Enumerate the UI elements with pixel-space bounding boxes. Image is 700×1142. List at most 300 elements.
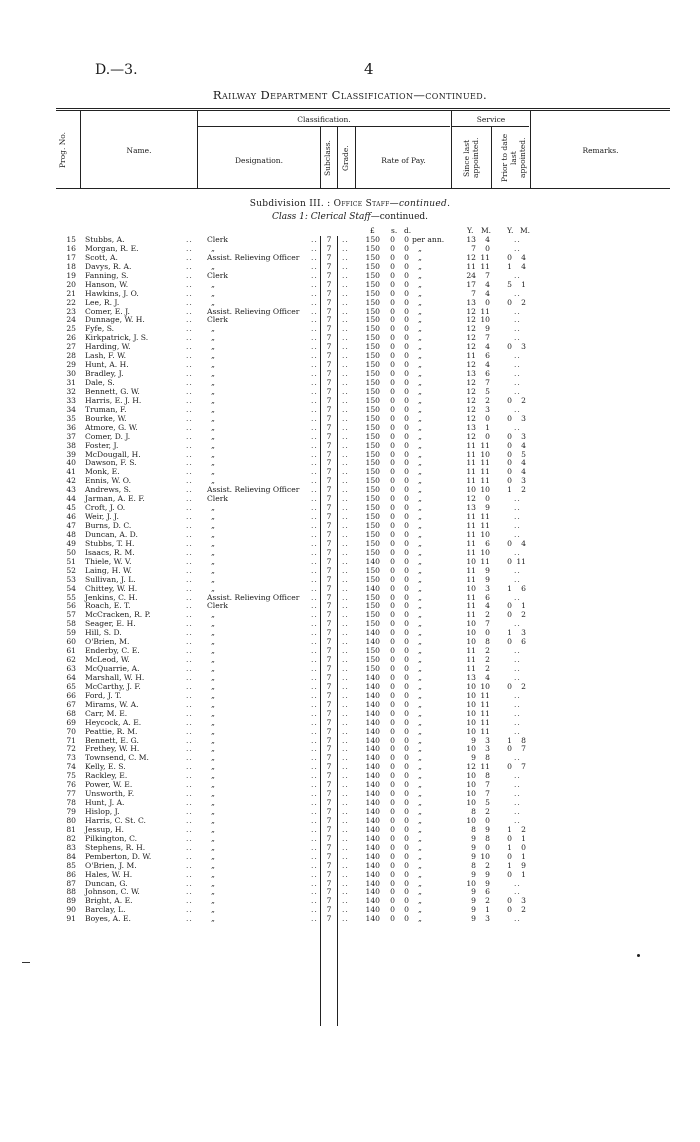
- designation: „: [211, 413, 215, 423]
- designation: „: [211, 261, 215, 271]
- rate-shillings: 0: [390, 681, 395, 691]
- since-months: 9: [485, 878, 490, 888]
- leader-dots: ..: [186, 386, 193, 396]
- leader-dots: ..: [311, 261, 318, 271]
- since-years: 12: [466, 306, 476, 316]
- prior-months: 4: [521, 467, 526, 477]
- staff-name: Croft, J. O.: [85, 503, 126, 513]
- prior-months: 6: [521, 583, 526, 593]
- rate-pounds: 150: [365, 252, 380, 262]
- leader-dots: ..: [311, 592, 318, 602]
- designation: „: [211, 842, 215, 852]
- leader-dots: ..: [311, 824, 318, 834]
- prior-years: 0: [507, 252, 512, 262]
- since-months: 0: [485, 297, 490, 307]
- prog-no: 84: [66, 851, 76, 861]
- rate-shillings: 0: [390, 851, 395, 861]
- staff-name: Fyfe, S.: [85, 324, 115, 334]
- rate-pounds: 150: [365, 592, 380, 602]
- rate-shillings: 0: [390, 637, 395, 647]
- leader-dots: ..: [514, 655, 521, 665]
- leader-dots: ..: [342, 833, 349, 843]
- col-divider: [320, 126, 321, 188]
- leader-dots: ..: [186, 601, 193, 611]
- leader-dots: ..: [342, 655, 349, 665]
- rate-period: „: [418, 744, 422, 754]
- rate-pounds: 150: [365, 538, 380, 548]
- designation: „: [211, 333, 215, 343]
- since-years: 11: [466, 476, 476, 486]
- subclass: 7: [326, 842, 332, 852]
- leader-dots: ..: [342, 431, 349, 441]
- prog-no: 91: [66, 914, 76, 924]
- rate-pence: 0: [404, 485, 409, 495]
- rate-pounds: 140: [365, 815, 380, 825]
- since-months: 2: [485, 664, 490, 673]
- rate-pounds: 140: [365, 887, 380, 897]
- since-years: 12: [466, 378, 476, 387]
- since-years: 12: [466, 386, 476, 396]
- since-years: 11: [466, 351, 476, 361]
- prior-years: 0: [507, 869, 512, 879]
- prog-no: 21: [66, 288, 76, 298]
- subclass: 7: [326, 369, 332, 379]
- since-years: 10: [466, 815, 476, 825]
- prog-no: 39: [66, 449, 76, 459]
- leader-dots: ..: [342, 386, 349, 396]
- staff-name: Ennis, W. O.: [85, 476, 131, 486]
- rate-period: „: [418, 708, 422, 718]
- leader-dots: ..: [514, 333, 521, 343]
- rate-shillings: 0: [390, 395, 395, 405]
- rate-period: „: [418, 538, 422, 548]
- leader-dots: ..: [342, 860, 349, 870]
- leader-dots: ..: [311, 538, 318, 548]
- subclass: 7: [326, 780, 332, 790]
- leader-dots: ..: [342, 896, 349, 906]
- leader-dots: ..: [311, 807, 318, 816]
- rate-period: „: [418, 565, 422, 575]
- staff-name: Stubbs, T. H.: [85, 538, 135, 548]
- rate-shillings: 0: [390, 708, 395, 718]
- prog-no: 27: [66, 342, 76, 352]
- rate-pence: 0: [404, 306, 409, 316]
- staff-name: Bourke, W.: [85, 413, 127, 423]
- leader-dots: ..: [186, 744, 193, 754]
- staff-name: Bradley, J.: [85, 369, 124, 379]
- leader-dots: ..: [186, 547, 193, 557]
- header-remarks: Remarks.: [582, 146, 619, 155]
- rate-pence: 0: [404, 413, 409, 423]
- rate-pounds: 150: [365, 279, 380, 289]
- prog-no: 23: [66, 306, 76, 316]
- rate-pounds: 140: [365, 780, 380, 790]
- class-suffix: —continued.: [370, 212, 429, 222]
- staff-name: Dawson, F. S.: [85, 458, 137, 468]
- subclass: 7: [326, 288, 332, 298]
- rate-pence: 0: [404, 315, 409, 325]
- since-years: 10: [466, 780, 476, 790]
- staff-name: Chittey, W. H.: [85, 583, 138, 593]
- since-years: 13: [466, 369, 476, 379]
- designation: „: [211, 422, 215, 432]
- leader-dots: ..: [311, 574, 318, 584]
- leader-dots: ..: [186, 914, 193, 924]
- prog-no: 44: [66, 494, 76, 504]
- leader-dots: ..: [342, 529, 349, 539]
- since-years: 11: [466, 646, 476, 656]
- rate-pounds: 140: [365, 690, 380, 700]
- rate-pence: 0: [404, 798, 409, 808]
- leader-dots: ..: [342, 351, 349, 361]
- leader-dots: ..: [186, 243, 193, 253]
- subclass: 7: [326, 824, 332, 834]
- since-months: 4: [485, 235, 490, 244]
- rate-period: „: [418, 771, 422, 781]
- prior-months: 7: [521, 762, 526, 772]
- designation: „: [211, 547, 215, 557]
- since-months: 2: [485, 646, 490, 656]
- rate-pence: 0: [404, 279, 409, 289]
- subclass: 7: [326, 449, 332, 459]
- since-years: 10: [466, 726, 476, 736]
- since-months: 5: [485, 386, 490, 396]
- rate-shillings: 0: [390, 538, 395, 548]
- header-name: Name.: [126, 146, 152, 155]
- leader-dots: ..: [342, 413, 349, 423]
- leader-dots: ..: [311, 664, 318, 673]
- since-months: 11: [480, 699, 490, 709]
- designation: „: [211, 440, 215, 450]
- since-months: 2: [485, 610, 490, 620]
- staff-name: Duncan, G.: [85, 878, 128, 888]
- rate-pence: 0: [404, 404, 409, 414]
- rate-pounds: 150: [365, 512, 380, 522]
- leader-dots: ..: [311, 556, 318, 566]
- rate-period: „: [418, 655, 422, 665]
- table-row: [0, 915, 700, 924]
- leader-dots: ..: [311, 565, 318, 575]
- since-months: 2: [485, 860, 490, 870]
- leader-dots: ..: [514, 351, 521, 361]
- since-years: 11: [466, 565, 476, 575]
- rate-pounds: 140: [365, 699, 380, 709]
- since-months: 11: [480, 556, 490, 566]
- prog-no: 87: [66, 878, 76, 888]
- prior-months: 1: [521, 851, 526, 861]
- designation: „: [211, 771, 215, 781]
- header-prior-to-date: Prior to date last appointed.: [500, 133, 527, 183]
- unit-years-since: Y.: [467, 226, 474, 235]
- rate-pounds: 140: [365, 789, 380, 799]
- rate-shillings: 0: [390, 646, 395, 656]
- subdivision-suffix: —continued.: [389, 199, 451, 209]
- rate-period: per ann.: [412, 235, 445, 244]
- since-years: 10: [466, 771, 476, 781]
- prior-years: 0: [507, 637, 512, 647]
- since-months: 9: [485, 824, 490, 834]
- leader-dots: ..: [311, 815, 318, 825]
- staff-name: Dunnage, W. H.: [85, 315, 145, 325]
- designation: „: [211, 878, 215, 888]
- leader-dots: ..: [342, 815, 349, 825]
- designation: Clerk: [207, 235, 228, 244]
- since-months: 6: [485, 369, 490, 379]
- rate-period: „: [418, 780, 422, 790]
- header-top-rule-double: [56, 110, 670, 111]
- leader-dots: ..: [186, 851, 193, 861]
- leader-dots: ..: [186, 726, 193, 736]
- rate-period: „: [418, 789, 422, 799]
- rate-period: „: [418, 628, 422, 638]
- prior-years: 0: [507, 342, 512, 352]
- leader-dots: ..: [514, 753, 521, 763]
- rate-period: „: [418, 494, 422, 504]
- prior-months: 2: [521, 681, 526, 691]
- since-years: 9: [471, 842, 476, 852]
- rate-period: „: [418, 485, 422, 495]
- rate-pence: 0: [404, 789, 409, 799]
- prior-months: 4: [521, 261, 526, 271]
- designation: Clerk: [207, 270, 228, 280]
- subclass: 7: [326, 270, 332, 280]
- leader-dots: ..: [311, 512, 318, 522]
- rate-pounds: 150: [365, 529, 380, 539]
- since-years: 13: [466, 672, 476, 682]
- rate-shillings: 0: [390, 288, 395, 298]
- rate-pounds: 140: [365, 896, 380, 906]
- leader-dots: ..: [514, 547, 521, 557]
- leader-dots: ..: [311, 860, 318, 870]
- rate-period: „: [418, 306, 422, 316]
- leader-dots: ..: [186, 458, 193, 468]
- subclass: 7: [326, 771, 332, 781]
- prog-no: 42: [66, 476, 76, 486]
- rate-shillings: 0: [390, 815, 395, 825]
- since-months: 11: [480, 717, 490, 727]
- subclass: 7: [326, 440, 332, 450]
- designation: „: [211, 655, 215, 665]
- subclass: 7: [326, 512, 332, 522]
- since-months: 0: [485, 494, 490, 504]
- staff-name: Frethey, W. H.: [85, 744, 140, 754]
- since-years: 7: [471, 288, 476, 298]
- subclass: 7: [326, 351, 332, 361]
- rate-pence: 0: [404, 655, 409, 665]
- leader-dots: ..: [342, 905, 349, 915]
- leader-dots: ..: [186, 807, 193, 816]
- prior-years: 0: [507, 851, 512, 861]
- rate-pounds: 140: [365, 628, 380, 638]
- subclass: 7: [326, 815, 332, 825]
- staff-name: Hanson, W.: [85, 279, 129, 289]
- leader-dots: ..: [514, 815, 521, 825]
- since-months: 2: [485, 655, 490, 665]
- prior-years: 0: [507, 476, 512, 486]
- staff-name: O'Brien, M.: [85, 637, 130, 647]
- rate-period: „: [418, 887, 422, 897]
- rate-period: „: [418, 824, 422, 834]
- staff-name: Kelly, E. S.: [85, 762, 126, 772]
- since-months: 2: [485, 896, 490, 906]
- leader-dots: ..: [186, 306, 193, 316]
- staff-name: Weir, J. J.: [85, 512, 119, 522]
- prior-years: 0: [507, 440, 512, 450]
- leader-dots: ..: [186, 646, 193, 656]
- prior-months: 9: [521, 860, 526, 870]
- leader-dots: ..: [514, 672, 521, 682]
- rate-period: „: [418, 842, 422, 852]
- since-years: 8: [471, 860, 476, 870]
- rate-period: „: [418, 360, 422, 370]
- rate-pounds: 150: [365, 574, 380, 584]
- designation: „: [211, 690, 215, 700]
- rate-shillings: 0: [390, 297, 395, 307]
- since-years: 17: [466, 279, 476, 289]
- rate-pounds: 150: [365, 610, 380, 620]
- prior-months: 2: [521, 395, 526, 405]
- staff-name: Kirkpatrick, J. S.: [85, 333, 149, 343]
- staff-name: Boyes, A. E.: [85, 914, 131, 924]
- rate-pounds: 140: [365, 807, 380, 816]
- leader-dots: ..: [311, 467, 318, 477]
- leader-dots: ..: [311, 583, 318, 593]
- leader-dots: ..: [342, 744, 349, 754]
- leader-dots: ..: [514, 565, 521, 575]
- rate-shillings: 0: [390, 324, 395, 334]
- rate-pence: 0: [404, 887, 409, 897]
- staff-name: Comer, D. J.: [85, 431, 131, 441]
- subclass: 7: [326, 529, 332, 539]
- staff-name: McCarthy, J. F.: [85, 681, 141, 691]
- col-divider: [80, 110, 81, 188]
- subclass: 7: [326, 878, 332, 888]
- leader-dots: ..: [311, 288, 318, 298]
- subclass: 7: [326, 601, 332, 611]
- rate-shillings: 0: [390, 780, 395, 790]
- rate-period: „: [418, 690, 422, 700]
- leader-dots: ..: [514, 717, 521, 727]
- rate-shillings: 0: [390, 842, 395, 852]
- leader-dots: ..: [342, 369, 349, 379]
- leader-dots: ..: [311, 270, 318, 280]
- rate-period: „: [418, 333, 422, 343]
- staff-name: Bennett, G. W.: [85, 386, 140, 396]
- since-years: 9: [471, 905, 476, 915]
- leader-dots: ..: [186, 753, 193, 763]
- staff-name: Rackley, E.: [85, 771, 128, 781]
- prog-no: 59: [66, 628, 76, 638]
- rate-pence: 0: [404, 824, 409, 834]
- prog-no: 72: [66, 744, 76, 754]
- rate-shillings: 0: [390, 789, 395, 799]
- since-years: 10: [466, 628, 476, 638]
- designation: „: [211, 521, 215, 530]
- since-months: 2: [485, 395, 490, 405]
- designation: Clerk: [207, 315, 228, 325]
- since-years: 8: [471, 824, 476, 834]
- leader-dots: ..: [311, 914, 318, 924]
- rate-pence: 0: [404, 681, 409, 691]
- since-months: 4: [485, 288, 490, 298]
- leader-dots: ..: [311, 449, 318, 459]
- prog-no: 51: [66, 556, 76, 566]
- page-number: 4: [364, 60, 374, 78]
- leader-dots: ..: [186, 574, 193, 584]
- leader-dots: ..: [514, 798, 521, 808]
- staff-name: Duncan, A. D.: [85, 529, 138, 539]
- since-months: 11: [480, 690, 490, 700]
- leader-dots: ..: [186, 252, 193, 262]
- staff-name: Sullivan, J. L.: [85, 574, 136, 584]
- subclass: 7: [326, 869, 332, 879]
- rate-pence: 0: [404, 717, 409, 727]
- prior-years: 0: [507, 297, 512, 307]
- leader-dots: ..: [311, 503, 318, 513]
- prior-years: 0: [507, 601, 512, 611]
- prog-no: 76: [66, 780, 76, 790]
- leader-dots: ..: [514, 404, 521, 414]
- subclass: 7: [326, 306, 332, 316]
- designation: „: [211, 449, 215, 459]
- rate-period: „: [418, 601, 422, 611]
- prog-no: 29: [66, 360, 76, 370]
- unit-pence: d.: [404, 226, 412, 235]
- rate-shillings: 0: [390, 735, 395, 745]
- since-months: 9: [485, 503, 490, 513]
- staff-name: Roach, E. T.: [85, 601, 131, 611]
- margin-dot: [637, 954, 640, 957]
- rate-period: „: [418, 288, 422, 298]
- since-months: 11: [480, 467, 490, 477]
- leader-dots: ..: [342, 699, 349, 709]
- rate-shillings: 0: [390, 378, 395, 387]
- leader-dots: ..: [342, 279, 349, 289]
- rate-pence: 0: [404, 610, 409, 620]
- prog-no: 86: [66, 869, 76, 879]
- subclass: 7: [326, 655, 332, 665]
- subclass: 7: [326, 360, 332, 370]
- staff-name: McCracken, R. P.: [85, 610, 151, 620]
- rate-shillings: 0: [390, 655, 395, 665]
- rate-pounds: 140: [365, 914, 380, 924]
- leader-dots: ..: [311, 869, 318, 879]
- rate-pounds: 150: [365, 404, 380, 414]
- rate-pence: 0: [404, 771, 409, 781]
- leader-dots: ..: [311, 494, 318, 504]
- leader-dots: ..: [311, 753, 318, 763]
- leader-dots: ..: [186, 342, 193, 352]
- designation: „: [211, 780, 215, 790]
- staff-name: Isaacs, R. M.: [85, 547, 135, 557]
- subclass: 7: [326, 574, 332, 584]
- since-months: 1: [485, 422, 490, 432]
- rate-shillings: 0: [390, 386, 395, 396]
- rate-period: „: [418, 324, 422, 334]
- since-years: 9: [471, 887, 476, 897]
- rate-period: „: [418, 807, 422, 816]
- rate-pence: 0: [404, 342, 409, 352]
- staff-name: Hales, W. H.: [85, 869, 133, 879]
- prior-months: 2: [521, 610, 526, 620]
- leader-dots: ..: [311, 744, 318, 754]
- rate-pounds: 150: [365, 288, 380, 298]
- staff-name: Jessup, H.: [85, 824, 124, 834]
- designation: „: [211, 726, 215, 736]
- rate-pounds: 150: [365, 413, 380, 423]
- leader-dots: ..: [342, 342, 349, 352]
- subclass: 7: [326, 413, 332, 423]
